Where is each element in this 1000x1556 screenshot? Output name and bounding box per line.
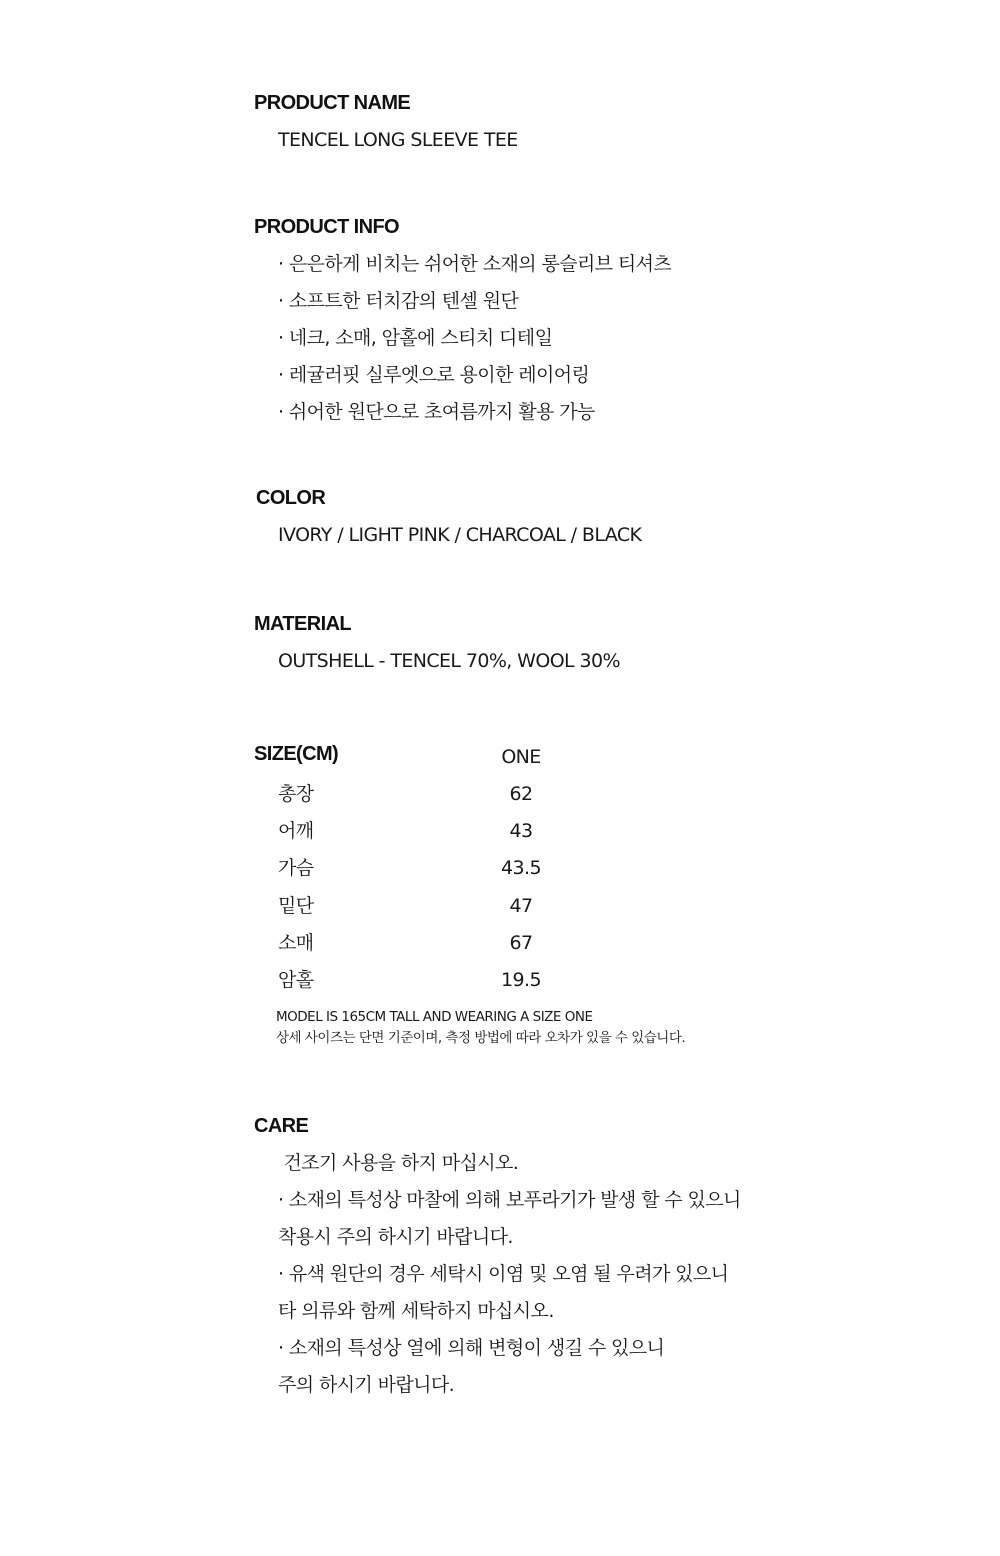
- size-row-label: 소매: [278, 932, 314, 954]
- care-line: 착용시 주의 하시기 바랍니다.: [278, 1226, 513, 1248]
- size-note-model: MODEL IS 165CM TALL AND WEARING A SIZE ONE: [276, 1009, 593, 1025]
- size-row-label: 가슴: [278, 857, 314, 879]
- product-info-item: · 소프트한 터치감의 텐셀 원단: [278, 290, 519, 312]
- product-info-heading: PRODUCT INFO: [254, 216, 400, 238]
- care-line: · 소재의 특성상 마찰에 의해 보푸라기가 발생 할 수 있으니: [278, 1189, 741, 1211]
- size-row-value: 43: [509, 820, 533, 842]
- size-note-detail: 상세 사이즈는 단면 기준이며, 측정 방법에 따라 오차가 있을 수 있습니다.: [276, 1030, 686, 1046]
- size-column-header: ONE: [501, 746, 541, 768]
- product-name-heading: PRODUCT NAME: [254, 92, 411, 114]
- product-info-item: · 네크, 소매, 암홀에 스티치 디테일: [278, 327, 553, 349]
- size-row-value: 62: [509, 783, 533, 805]
- material-heading: MATERIAL: [254, 613, 352, 635]
- size-row-label: 어깨: [278, 820, 314, 842]
- care-line: 건조기 사용을 하지 마십시오.: [278, 1152, 519, 1174]
- care-line: · 소재의 특성상 열에 의해 변형이 생길 수 있으니: [278, 1337, 665, 1359]
- care-heading: CARE: [254, 1115, 309, 1137]
- care-line: 주의 하시기 바랍니다.: [278, 1374, 455, 1396]
- product-info-item: · 쉬어한 원단으로 초여름까지 활용 가능: [278, 401, 595, 423]
- size-row-label: 밑단: [278, 895, 314, 917]
- size-row-label: 총장: [278, 783, 314, 805]
- care-line: 타 의류와 함께 세탁하지 마십시오.: [278, 1300, 554, 1322]
- size-row-label: 암홀: [278, 969, 314, 991]
- product-info-item: · 레귤러핏 실루엣으로 용이한 레이어링: [278, 364, 590, 386]
- size-heading: SIZE(CM): [254, 743, 339, 765]
- color-value: IVORY / LIGHT PINK / CHARCOAL / BLACK: [278, 524, 642, 546]
- care-line: · 유색 원단의 경우 세탁시 이염 및 오염 될 우려가 있으니: [278, 1263, 729, 1285]
- material-value: OUTSHELL - TENCEL 70%, WOOL 30%: [278, 650, 620, 672]
- product-name-value: TENCEL LONG SLEEVE TEE: [278, 129, 518, 151]
- size-row-value: 47: [509, 895, 533, 917]
- size-row-value: 43.5: [501, 857, 541, 879]
- size-row-value: 19.5: [501, 969, 541, 991]
- color-heading: COLOR: [256, 487, 326, 509]
- size-row-value: 67: [509, 932, 533, 954]
- product-info-item: · 은은하게 비치는 쉬어한 소재의 롱슬리브 티셔츠: [278, 253, 672, 275]
